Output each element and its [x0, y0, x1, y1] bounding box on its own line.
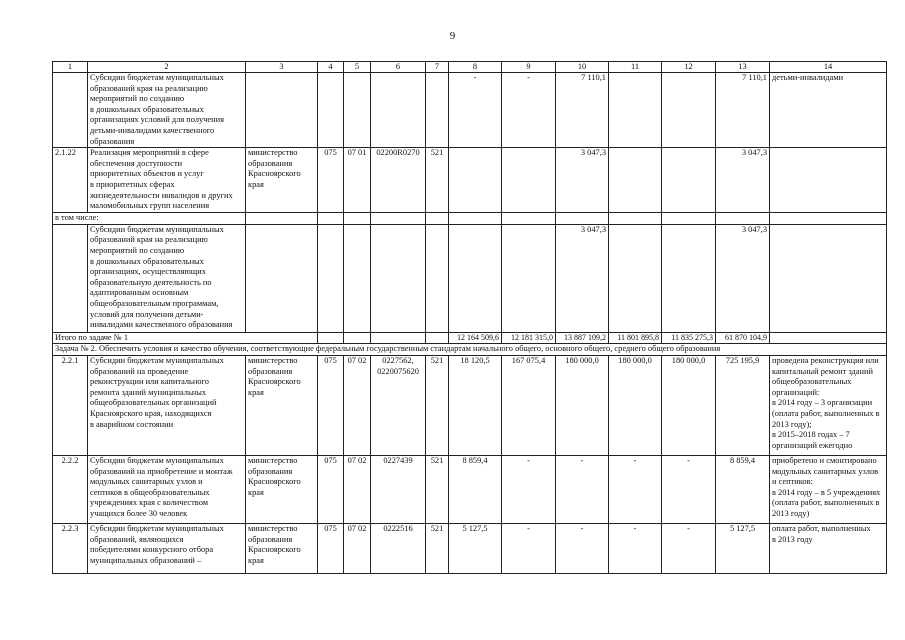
value-2016: 3 047,3 [556, 148, 609, 213]
value-2015: - [502, 455, 556, 523]
value-2016: - [556, 455, 609, 523]
value-2016: 3 047,3 [556, 224, 609, 332]
col-header: 7 [426, 62, 449, 73]
expected-result: детьми-инвалидами [770, 73, 887, 148]
csr-code: 02200R0270 [371, 148, 426, 213]
csr-code: 0227562, 0220075620 [371, 355, 426, 455]
rzpr-code: 07 01 [344, 148, 371, 213]
table-row [53, 355, 887, 455]
col-header: 1 [53, 62, 88, 73]
csr-code: 0222516 [371, 523, 426, 573]
value-2018: 180 000,0 [662, 355, 716, 455]
grbs-code: 075 [318, 355, 344, 455]
col-header: 10 [556, 62, 609, 73]
total-2017: 11 801 895,8 [609, 332, 662, 344]
expected-result: проведена реконструкция или капитальный ремонт зданий общеобразовательных организаций: в 2014 году – 3 организации (оплата работ, выполненных в 2013 году); в 2015–2018 годах – 7 организаций ежегодно [770, 355, 887, 455]
value-total: 8 859,4 [716, 455, 770, 523]
total-2014: 12 164 509,6 [449, 332, 502, 344]
measure-name: Реализация мероприятий в сфере обеспечения доступности приоритетных объектов и услуг в приоритетных сферах жизнедеятельности инвалидов и других маломобильных групп населения [88, 148, 246, 213]
value-total: 3 047,3 [716, 148, 770, 213]
measure-name: Субсидии бюджетам муниципальных образований, являющихся победителями конкурсного отбора муниципальных образований – [88, 523, 246, 573]
col-header: 12 [662, 62, 716, 73]
ministry: министерство образования Красноярского края [246, 455, 318, 523]
grbs-code: 075 [318, 148, 344, 213]
ministry: министерство образования Красноярского края [246, 355, 318, 455]
page-number: 9 [449, 30, 456, 42]
col-header: 9 [502, 62, 556, 73]
total-2015: 12 181 315,0 [502, 332, 556, 344]
row-number: 2.2.1 [53, 355, 88, 455]
budget-table [52, 61, 887, 574]
value-2015: - [502, 73, 556, 148]
value-total: 725 195,9 [716, 355, 770, 455]
vr-code: 521 [426, 355, 449, 455]
table-row [53, 213, 887, 225]
total-row [53, 332, 887, 344]
col-header: 8 [449, 62, 502, 73]
value-2014: 5 127,5 [449, 523, 502, 573]
col-header: 11 [609, 62, 662, 73]
table-row [53, 224, 887, 332]
total-label: Итого по задаче № 1 [53, 332, 318, 344]
value-total: 3 047,3 [716, 224, 770, 332]
value-2018: - [662, 523, 716, 573]
col-header: 4 [318, 62, 344, 73]
col-header: 14 [770, 62, 887, 73]
value-2014: 8 859,4 [449, 455, 502, 523]
grbs-code: 075 [318, 523, 344, 573]
row-number: 2.2.2 [53, 455, 88, 523]
measure-name: Субсидии бюджетам муниципальных образований на проведение реконструкции или капитального ремонта зданий муниципальных общеобразовательных организаций Красноярского края, находящихся в аварийном состоянии [88, 355, 246, 455]
col-header: 13 [716, 62, 770, 73]
column-number-row [53, 62, 887, 73]
col-header: 5 [344, 62, 371, 73]
vr-code: 521 [426, 455, 449, 523]
total-2016: 13 887 109,2 [556, 332, 609, 344]
measure-name: Субсидии бюджетам муниципальных образований края на реализацию мероприятий по созданию в дошкольных образовательных организациях условий для получения детьми-инвалидами качественного образования [88, 73, 246, 148]
rzpr-code: 07 02 [344, 455, 371, 523]
value-2015: - [502, 523, 556, 573]
ministry: министерство образования Красноярского края [246, 148, 318, 213]
table-row [53, 148, 887, 213]
table-row [53, 73, 887, 148]
col-header: 2 [88, 62, 246, 73]
measure-name: Субсидии бюджетам муниципальных образований края на реализацию мероприятий по созданию в дошкольных образовательных организациях, осуществляющих образовательную деятельность по адаптированным основным общеобразовательным программам, условий для получения детьми- инвалидами качественного образования [88, 224, 246, 332]
value-2015: 167 075,4 [502, 355, 556, 455]
value-2017: 180 000,0 [609, 355, 662, 455]
rzpr-code: 07 02 [344, 523, 371, 573]
value-2014: - [449, 73, 502, 148]
expected-result: приобретено и смонтировано модульных санитарных узлов и септиков: в 2014 году – в 5 учреждениях (оплата работ, выполненных в 2013 году) [770, 455, 887, 523]
task-heading-row [53, 344, 887, 356]
expected-result: оплата работ, выполненных в 2013 году [770, 523, 887, 573]
value-2017: - [609, 523, 662, 573]
col-header: 6 [371, 62, 426, 73]
total-all: 61 870 104,9 [716, 332, 770, 344]
value-total: 7 110,1 [716, 73, 770, 148]
table-row [53, 455, 887, 523]
col-header: 3 [246, 62, 318, 73]
value-2014: 18 120,5 [449, 355, 502, 455]
value-2018: - [662, 455, 716, 523]
vr-code: 521 [426, 148, 449, 213]
table-row [53, 523, 887, 573]
total-2018: 11 835 275,3 [662, 332, 716, 344]
rzpr-code: 07 02 [344, 355, 371, 455]
value-total: 5 127,5 [716, 523, 770, 573]
value-2016: - [556, 523, 609, 573]
ministry: министерство образования Красноярского края [246, 523, 318, 573]
grbs-code: 075 [318, 455, 344, 523]
value-2017: - [609, 455, 662, 523]
row-number: 2.2.3 [53, 523, 88, 573]
including-label: в том числе: [53, 213, 246, 225]
value-2016: 180 000,0 [556, 355, 609, 455]
csr-code: 0227439 [371, 455, 426, 523]
vr-code: 521 [426, 523, 449, 573]
value-2016: 7 110,1 [556, 73, 609, 148]
measure-name: Субсидии бюджетам муниципальных образований на приобретение и монтаж модульных санитарных узлов и септиков в общеобразовательных учреждениях края с количеством учащихся более 30 человек [88, 455, 246, 523]
row-number: 2.1.22 [53, 148, 88, 213]
task-2-heading: Задача № 2. Обеспечить условия и качество обучения, соответствующие федеральным государственным стандартам начального общего, основного общего, среднего общего образования [53, 344, 887, 356]
